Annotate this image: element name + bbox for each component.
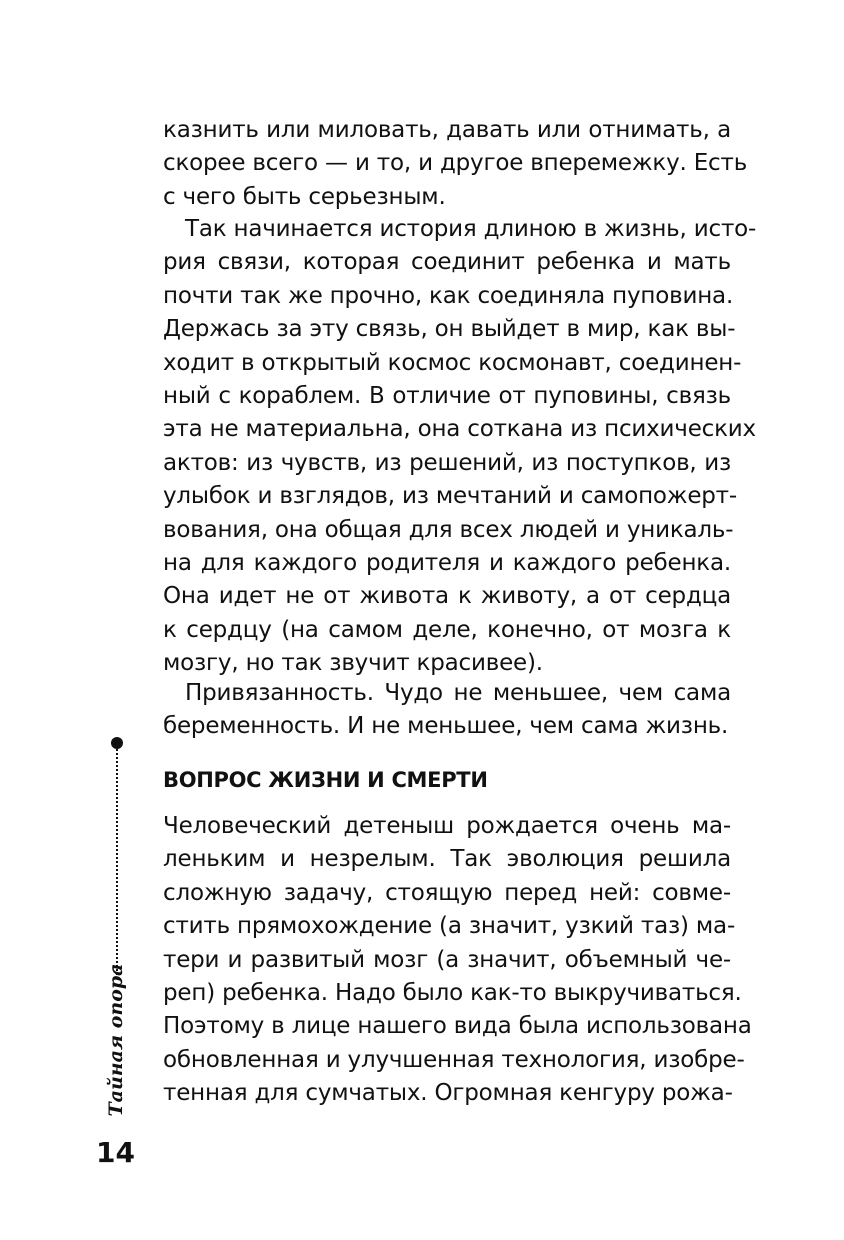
text-line: почти так же прочно, как соединяла пуповина. bbox=[163, 282, 734, 309]
text-line: леньким и незрелым. Так эволюция решила bbox=[163, 846, 731, 873]
text-line: обновленная и улучшенная технология, изобре- bbox=[163, 1046, 745, 1073]
text-line: Держась за эту связь, он выйдет в мир, как вы- bbox=[163, 316, 736, 343]
text-line: ный с кораблем. В отличие от пуповины, связь bbox=[163, 382, 731, 409]
margin-dotted-rule bbox=[116, 745, 118, 975]
text-line: скорее всего — и то, и другое вперемежку. Есть bbox=[163, 150, 748, 177]
text-line: улыбок и взглядов, из мечтаний и самопожерт- bbox=[163, 483, 737, 510]
running-head: Тайная опора bbox=[105, 963, 127, 1117]
text-line: беременность. И не меньшее, чем сама жизнь. bbox=[163, 713, 729, 740]
section-paragraph bbox=[163, 810, 752, 1111]
text-line: Привязанность. Чудо не меньшее, чем сама bbox=[185, 680, 731, 706]
text-line: стить прямохождение (а значит, узкий таз) ма- bbox=[163, 913, 736, 940]
page-number: 14 bbox=[96, 1136, 135, 1169]
text-line: вования, она общая для всех людей и уникаль- bbox=[163, 516, 734, 543]
text-line: сложную задачу, стоящую перед ней: совме- bbox=[163, 879, 731, 906]
text-line: актов: из чувств, из решений, из поступков, из bbox=[163, 449, 731, 476]
paragraph-continuation bbox=[163, 114, 748, 214]
text-line: тенная для сумчатых. Огромная кенгуру рожа- bbox=[163, 1080, 733, 1107]
text-line: рия связи, которая соединит ребенка и мать bbox=[163, 249, 731, 276]
text-line: с чего быть серьезным. bbox=[163, 183, 446, 210]
text-line: на для каждого родителя и каждого ребенка. bbox=[163, 549, 731, 576]
text-line: ходит в открытый космос космонавт, соединен- bbox=[163, 349, 742, 376]
section-heading: ВОПРОС ЖИЗНИ И СМЕРТИ bbox=[163, 768, 488, 792]
text-line: Поэтому в лице нашего вида была использована bbox=[163, 1013, 752, 1040]
text-line: эта не материальна, она соткана из психических bbox=[163, 416, 756, 443]
paragraph-attachment-miracle bbox=[163, 677, 731, 744]
text-line: к сердцу (на самом деле, конечно, от мозга к bbox=[163, 616, 731, 643]
text-line: казнить или миловать, давать или отнимать, а bbox=[163, 117, 731, 143]
text-line: мозгу, но так звучит красивее). bbox=[163, 650, 543, 677]
text-line: тери и развитый мозг (а значит, объемный че- bbox=[163, 946, 731, 973]
text-line: реп) ребенка. Надо было как-то выкручиваться. bbox=[163, 979, 742, 1006]
paragraph-attachment-story bbox=[163, 213, 757, 680]
text-line: Так начинается история длиною в жизнь, исто- bbox=[185, 216, 757, 242]
text-line: Она идет не от живота к животу, а от сердца bbox=[163, 583, 731, 610]
text-line: Человеческий детеныш рождается очень ма- bbox=[163, 813, 731, 839]
